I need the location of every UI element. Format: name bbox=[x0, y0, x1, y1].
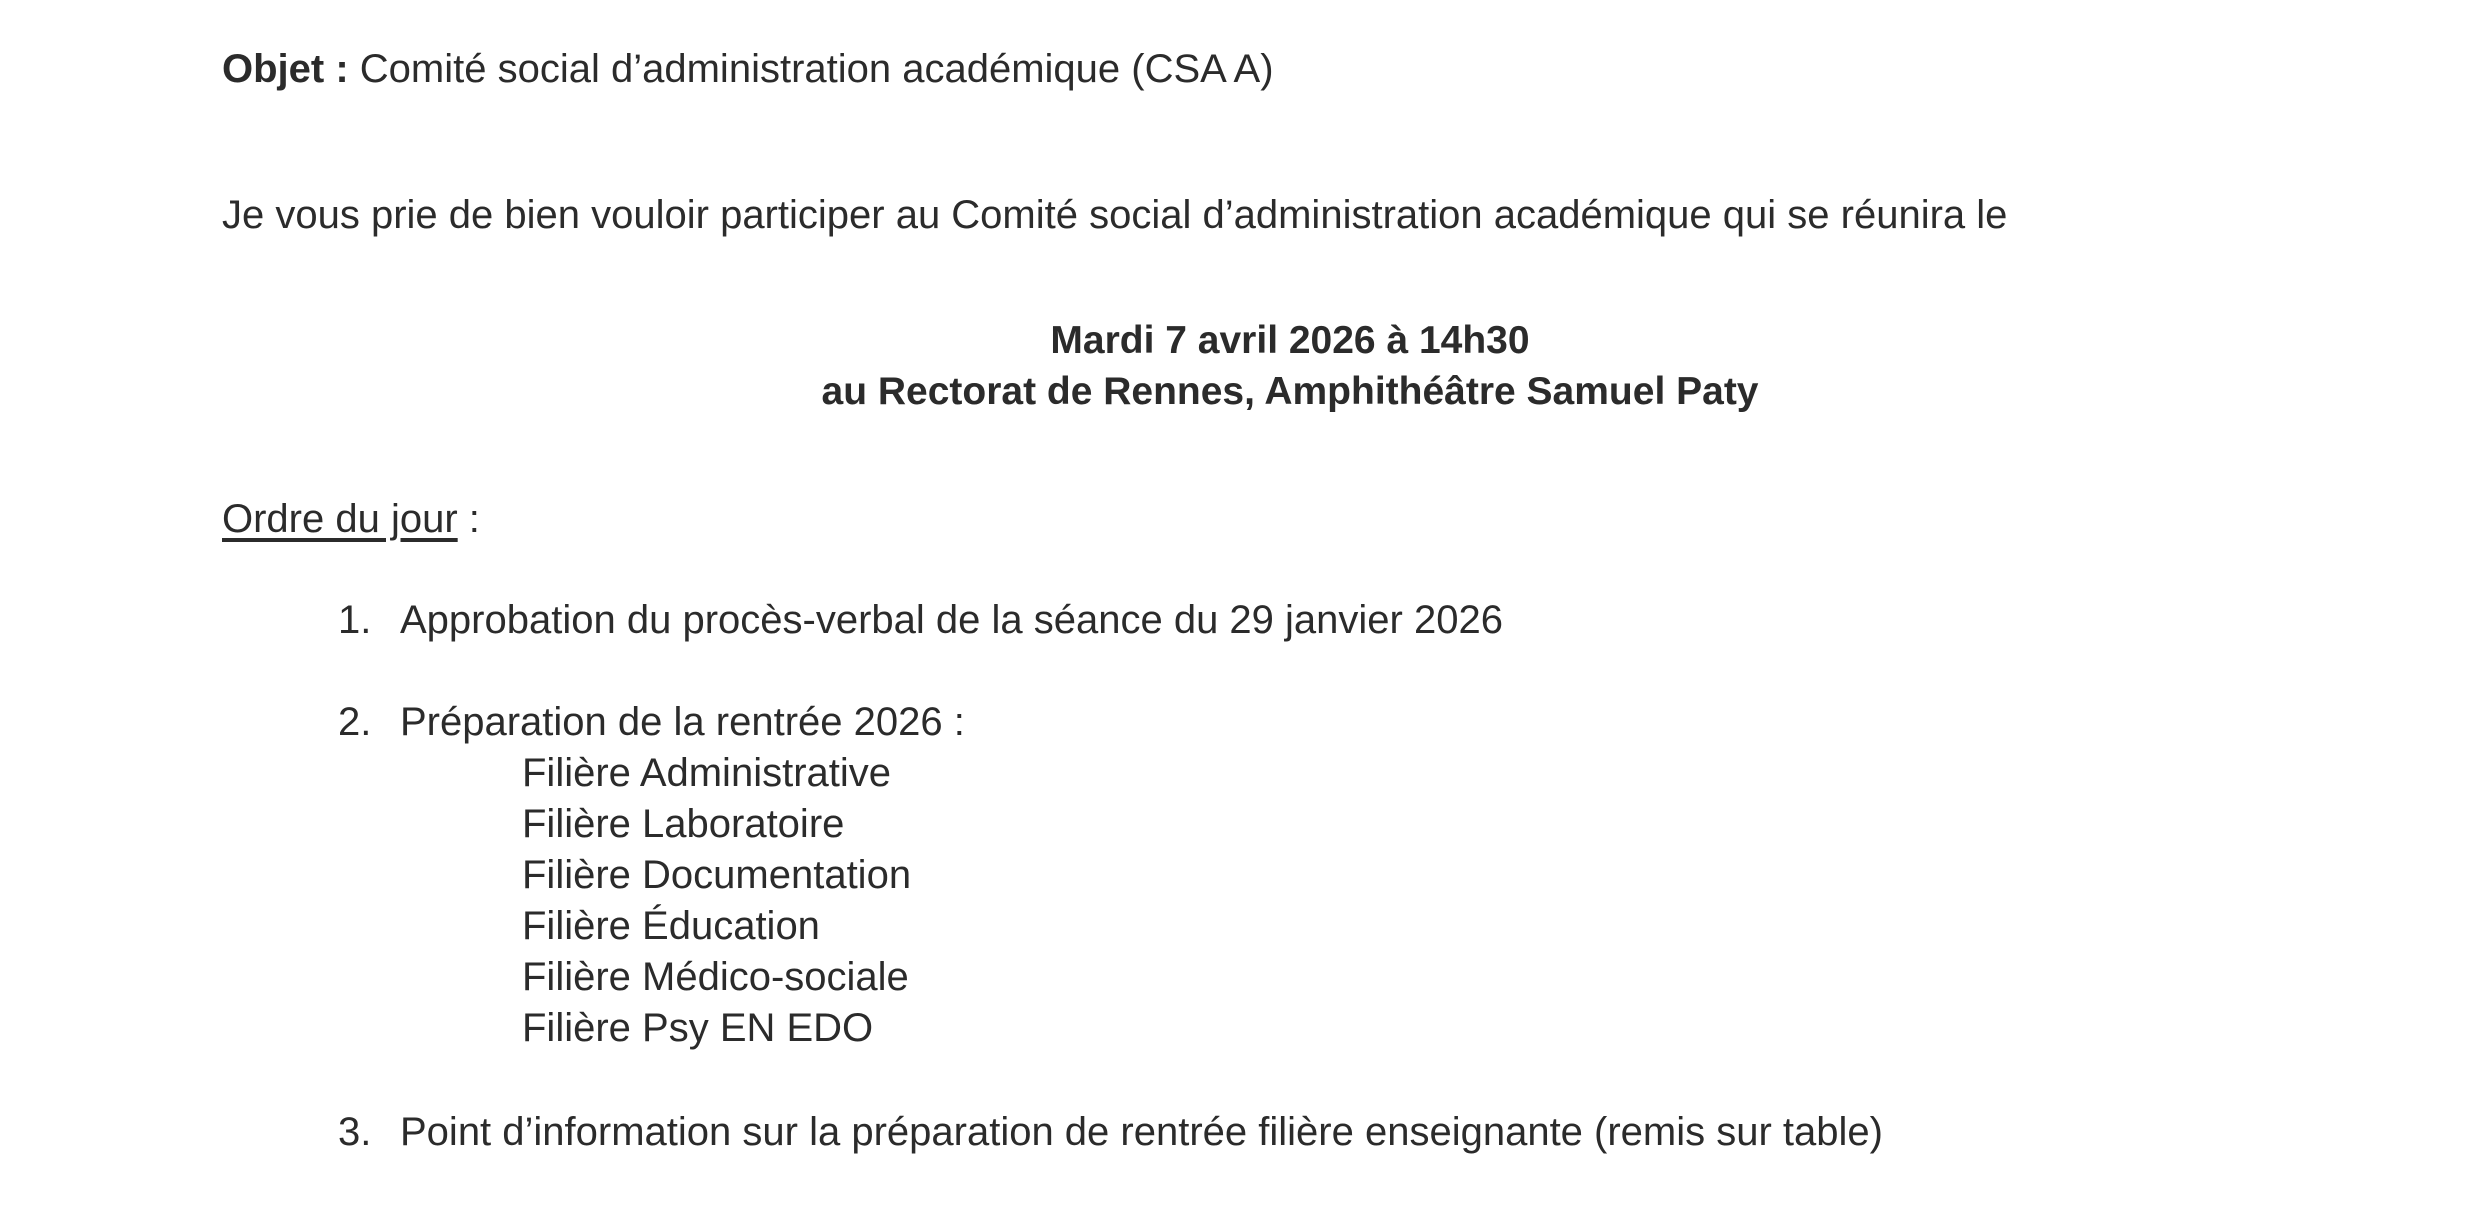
agenda-subitem: Filière Documentation bbox=[522, 853, 912, 897]
agenda-item-text: Point d’information sur la préparation de rentrée filière enseignante (remis sur table) bbox=[400, 1110, 1883, 1154]
agenda-item-number: 2. bbox=[338, 700, 372, 744]
agenda-subitem: Filière Psy EN EDO bbox=[522, 1006, 874, 1050]
agenda-heading-text: Ordre du jour bbox=[222, 497, 458, 541]
agenda-item-text: Approbation du procès-verbal de la séance du 29 janvier 2026 bbox=[400, 598, 1503, 642]
subject-line bbox=[222, 44, 1274, 94]
agenda-subitem: Filière Administrative bbox=[522, 751, 892, 795]
invitation-paragraph: Je vous prie de bien vouloir participer au Comité social d’administration académique qui se réunira le bbox=[222, 193, 2008, 237]
agenda-item-text: Préparation de la rentrée 2026 : bbox=[400, 700, 965, 744]
agenda-subitem: Filière Médico-sociale bbox=[522, 955, 909, 999]
agenda-heading-suffix: : bbox=[457, 497, 480, 541]
subject-label: Objet : bbox=[222, 47, 349, 91]
agenda-subitem: Filière Éducation bbox=[522, 904, 820, 948]
meeting-place: au Rectorat de Rennes, Amphithéâtre Samuel Paty bbox=[821, 370, 1759, 413]
agenda-item-number: 3. bbox=[338, 1110, 372, 1154]
agenda-subitem: Filière Laboratoire bbox=[522, 802, 845, 846]
subject-text: Comité social d’administration académique (CSA A) bbox=[359, 47, 1274, 91]
agenda-heading bbox=[222, 494, 480, 544]
meeting-date: Mardi 7 avril 2026 à 14h30 bbox=[1050, 319, 1530, 362]
agenda-item-number: 1. bbox=[338, 598, 372, 642]
